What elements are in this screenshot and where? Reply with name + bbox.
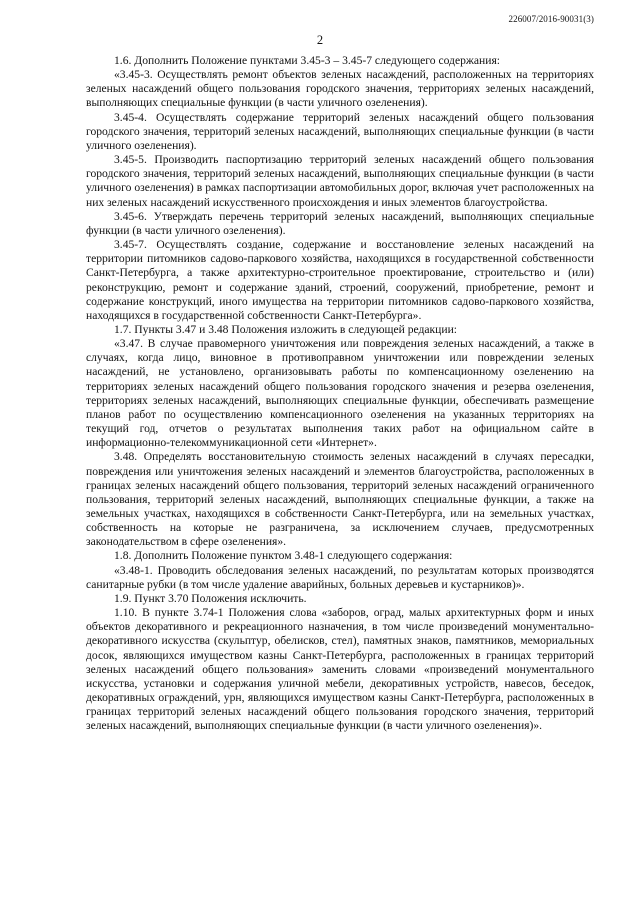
paragraph: «3.47. В случае правомерного уничтожения или повреждения зеленых насаждений, а также в случаях, когда лицо, виновное в противоправном уничтожении или повреждении зеленых насаждений, не установлено, организовывать работы по компенсационному озеленению на территориях зеленых насаждений общего пользования городского значения и резерва озеленения, территориях зеленых насаждений, выполняющих специальные функции, обеспечивать размещение планов работ по осуществлению компенсационного озеленения на указанных территориях на текущий год, отчетов о результатах выполнения таких работ на официальном сайте в информационно-телекоммуникационной сети «Интернет». xyxy=(86,337,594,450)
document-number: 226007/2016-90031(3) xyxy=(508,14,594,24)
paragraph: 3.48. Определять восстановительную стоимость зеленых насаждений в случаях пересадки, повреждения или уничтожения зеленых насаждений и элементов благоустройства, расположенных в границах зеленых насаждений общего пользования, территорий зеленых насаждений ограниченного пользования, территорий зеленых насаждений, выполняющих специальные функции, а также на земельных участках, находящихся в собственности Санкт-Петербурга, или на земельных участках, собственность на которые не разграничена, за исключением случаев, предусмотренных законодательством в сфере озеленения». xyxy=(86,450,594,549)
paragraph: 3.45-7. Осуществлять создание, содержание и восстановление зеленых насаждений на территории питомников садово-паркового хозяйства, находящихся в государственной собственности Санкт-Петербурга, а также архитектурно-строительное проектирование, строительство и (или) реконструкцию, ремонт и содержание зданий, строений, сооружений, приобретение, ремонт и содержание конструкций, иного имущества на территории питомников садово-паркового хозяйства, находящихся в государственной собственности Санкт-Петербурга». xyxy=(86,238,594,322)
document-body xyxy=(86,54,594,734)
paragraph: 1.7. Пункты 3.47 и 3.48 Положения изложить в следующей редакции: xyxy=(114,322,458,336)
paragraph: 3.45-4. Осуществлять содержание территорий зеленых насаждений общего пользования городского значения, территорий зеленых насаждений, выполняющих специальные функции (в части уличного озеленения). xyxy=(86,110,594,152)
paragraph: 3.45-6. Утверждать перечень территорий зеленых насаждений, выполняющих специальные функции (в части уличного озеленения). xyxy=(86,209,594,237)
paragraph: «3.45-3. Осуществлять ремонт объектов зеленых насаждений, расположенных на территориях зеленых насаждений общего пользования городского значения, территориях зеленых насаждений, выполняющих специальные функции (в части уличного озеленения). xyxy=(86,68,594,110)
paragraph: 1.8. Дополнить Положение пунктом 3.48-1 следующего содержания: xyxy=(114,549,453,563)
paragraph: 1.6. Дополнить Положение пунктами 3.45-3 – 3.45-7 следующего содержания: xyxy=(114,54,501,67)
paragraph: 1.10. В пункте 3.74-1 Положения слова «заборов, оград, малых архитектурных форм и иных объектов декоративного и рекреационного назначения, в том числе произведений монументально-декоративного искусства (скульптур, обелисков, стел), памятных знаков, памятников, мемориальных досок, являющихся имуществом казны Санкт-Петербурга, расположенных в границах территорий зеленых насаждений общего пользования» заменить словами «произведений монументального искусства, установки и содержания уличной мебели, декоративных устройств, навесов, беседок, декоративных ограждений, урн, являющихся имуществом казны Санкт-Петербурга, расположенных в границах территорий зеленых насаждений общего пользования городского значения, территорий зеленых насаждений, выполняющих специальные функции (в части уличного озеленения)». xyxy=(86,606,594,733)
paragraph: 1.9. Пункт 3.70 Положения исключить. xyxy=(114,591,307,605)
paragraph: 3.45-5. Производить паспортизацию территорий зеленых насаждений общего пользования городского значения, территорий зеленых насаждений, выполняющих специальные функции (в части уличного озеленения) в рамках паспортизации автомобильных дорог, включая учет расположенных на них зеленых насаждений искусственного происхождения и иных элементов благоустройства. xyxy=(86,153,594,209)
page-number: 2 xyxy=(316,33,324,47)
paragraph: «3.48-1. Проводить обследования зеленых насаждений, по результатам которых производятся санитарные рубки (в том числе удаление аварийных, больных деревьев и кустарников)». xyxy=(86,563,594,591)
